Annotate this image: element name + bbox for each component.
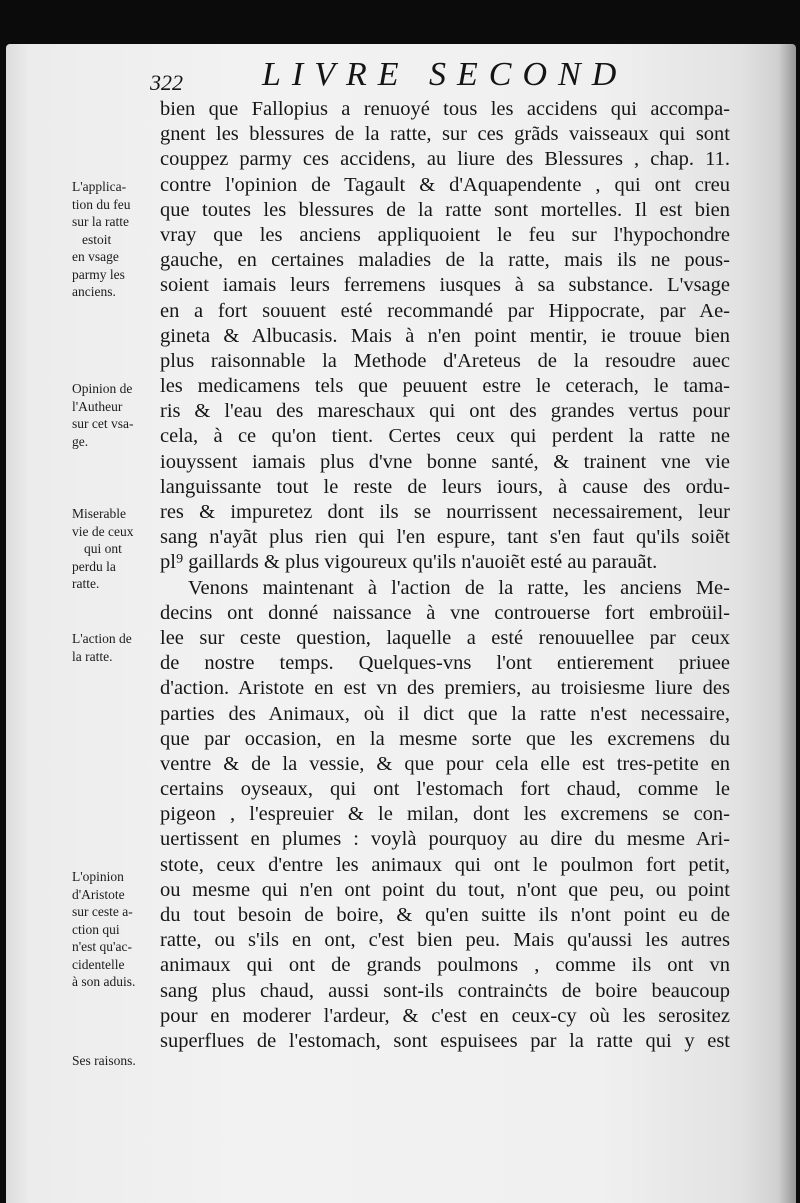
page-header xyxy=(150,56,750,96)
margin-note-line: L'applica- xyxy=(72,179,127,194)
text-line: Venons maintenant à l'action de la ratte, les anciens Me- xyxy=(188,576,730,599)
margin-note-line: L'action de xyxy=(72,631,132,646)
margin-note-line: Miserable xyxy=(72,506,126,521)
text-line: uertissent en plumes : voylà pourquoy au dire du mesme Ari- xyxy=(160,828,730,851)
margin-note-line: ge. xyxy=(72,433,89,449)
margin-note-line: ction qui xyxy=(72,921,120,937)
text-line: ratte, ou s'ils en ont, c'est bien peu. Mais qu'aussi les autres xyxy=(160,929,730,952)
text-line: sang n'ayãt plus rien qui l'en espure, tant s'en faut qu'ils soiẽt xyxy=(160,526,730,549)
margin-note-line: sur la ratte xyxy=(72,214,129,229)
text-line: vray que les anciens appliquoient le feu sur l'hypochondre xyxy=(160,223,730,246)
margin-note-line: sur ceste a- xyxy=(72,904,133,919)
text-line: cela, à ce qu'on tient. Certes ceux qui perdent la ratte ne xyxy=(160,425,730,448)
text-line: sang plus chaud, aussi sont-ils contrainċts de boire beaucoup xyxy=(160,979,730,1002)
text-line: stote, ceux d'entre les animaux qui ont le poulmon fort petit, xyxy=(160,853,730,876)
text-line: decins ont donné naissance à vne controuerse fort embroüil- xyxy=(160,601,730,624)
text-line: gineta & Albucasis. Mais à n'en point mentir, ie trouue bien xyxy=(160,324,730,347)
text-line: res & impuretez dont ils se nourrissent necessairement, leur xyxy=(160,501,730,523)
margin-note-line: cidentelle xyxy=(72,956,125,972)
margin-note-line: Opinion de xyxy=(72,381,133,396)
text-line: que toutes les blessures de la ratte sont mortelles. Il est bien xyxy=(160,198,730,221)
margin-note-line: tion du feu xyxy=(72,196,131,212)
margin-note xyxy=(72,505,162,593)
margin-note xyxy=(72,868,162,991)
text-line: en a fort souuent esté recommandé par Hippocrate, par Ae- xyxy=(160,299,730,322)
text-line: que par occasion, en la mesme sorte que les excremens du xyxy=(160,727,730,750)
text-line: contre l'opinion de Tagault & d'Aquapendente , qui ont creu xyxy=(160,173,730,196)
text-line: couppez parmy ces accidens, au liure des Blessures , chap. 11. xyxy=(160,148,730,171)
text-line: pl⁹ gaillards & plus vigoureux qu'ils n'auoiẽt esté au parauãt. xyxy=(160,551,658,574)
text-line: pigeon , l'espreuier & le milan, dont les excremens se con- xyxy=(160,803,730,826)
page-number: 322 xyxy=(150,70,183,95)
margin-note-line: perdu la xyxy=(72,558,116,574)
margin-note-line: anciens. xyxy=(72,284,116,299)
text-line: ou mesme qui n'en ont point du tout, n'ont que peu, ou point xyxy=(160,878,730,901)
text-line: certains oyseaux, qui ont l'estomach fort chaud, comme le xyxy=(160,778,730,801)
margin-note-line: en vsage xyxy=(72,249,119,264)
margin-note-line: sur cet vsa- xyxy=(72,416,134,431)
margin-note-line: estoit xyxy=(82,231,112,247)
text-line: animaux qui ont de grands poulmons , comme ils ont vn xyxy=(160,954,730,977)
margin-note xyxy=(72,380,162,450)
margin-note-line: n'est qu'ac- xyxy=(72,939,132,954)
margin-note-line: vie de ceux xyxy=(72,523,134,539)
text-line: superflues de l'estomach, sont espuisees par la ratte qui y est xyxy=(160,1029,730,1052)
margin-note-line: qui ont xyxy=(84,541,122,556)
text-line: gnent les blessures de la ratte, sur ces grãds vaisseaux qui sont xyxy=(160,123,730,146)
margin-note xyxy=(72,178,162,301)
text-line: gauche, en certaines maladies de la ratte, mais ils ne pous- xyxy=(160,249,730,272)
margin-note-line: la ratte. xyxy=(72,648,113,664)
margin-note xyxy=(72,630,162,665)
text-line: les medicamens tels que peuuent estre le ceterach, le tama- xyxy=(160,375,730,398)
text-line: du tout besoin de boire, & qu'en suitte ils n'ont point eu de xyxy=(160,904,730,926)
margin-note-line: L'opinion xyxy=(72,869,124,884)
margin-note-line: parmy les xyxy=(72,266,125,282)
text-line: languissante tout le reste de leurs iours, à cause des ordu- xyxy=(160,475,730,498)
text-line: plus raisonnable la Methode d'Areteus de la resoudre auec xyxy=(160,349,730,372)
margin-note-line: ratte. xyxy=(72,576,100,591)
running-title: LIVRE SECOND xyxy=(262,56,628,93)
text-line: iouyssent iamais plus d'vne bonne santé, & trainent vne vie xyxy=(160,450,730,473)
text-line: de nostre temps. Quelques-vns l'ont entierement priuee xyxy=(160,652,730,675)
margin-note xyxy=(72,1052,162,1070)
text-line: soient iamais leurs ferremens iusques à sa substance. L'vsage xyxy=(160,274,730,297)
text-line: bien que Fallopius a renuoyé tous les accidens qui accompa- xyxy=(160,98,730,120)
margin-note-line: Ses raisons. xyxy=(72,1053,136,1068)
margin-note-line: l'Autheur xyxy=(72,398,123,414)
text-line: ris & l'eau des mareschaux qui ont des grandes vertus pour xyxy=(160,400,730,423)
text-line: lee sur ceste question, laquelle a esté renouuellee par ceux xyxy=(160,626,730,649)
text-line: ventre & de la vessie, & que pour cela elle est tres-petite en xyxy=(160,752,730,775)
page-edge-shadow xyxy=(778,44,796,1203)
body-text xyxy=(160,97,730,1054)
margin-note-line: à son aduis. xyxy=(72,974,136,989)
text-line: d'action. Aristote en est vn des premiers, au troisiesme liure des xyxy=(160,677,730,700)
text-line: pour en moderer l'ardeur, & c'est en ceux-cy où les serositez xyxy=(160,1004,730,1027)
text-line: parties des Animaux, où il dict que la ratte n'est necessaire, xyxy=(160,702,730,725)
margin-note-line: d'Aristote xyxy=(72,886,125,902)
